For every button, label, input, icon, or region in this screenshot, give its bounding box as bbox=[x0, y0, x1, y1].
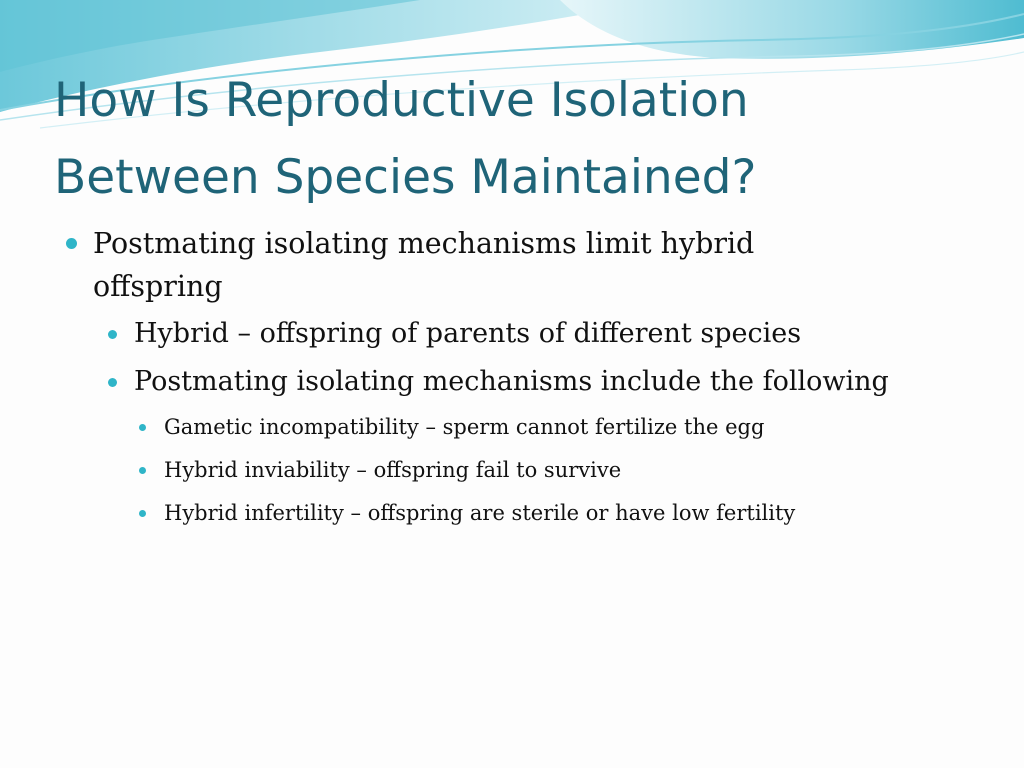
list-item bbox=[164, 492, 1004, 535]
bullet-text: Gametic incompatibility – sperm cannot fertilize the egg bbox=[164, 415, 765, 439]
bullet-icon bbox=[108, 330, 117, 339]
list-item bbox=[134, 358, 1004, 406]
bullet-text: Postmating isolating mechanisms include the following bbox=[134, 366, 889, 397]
bullet-icon bbox=[139, 510, 146, 517]
list-item bbox=[164, 406, 1004, 449]
bullet-text: Postmating isolating mechanisms limit hybrid offspring bbox=[93, 227, 755, 303]
sub-sub-bullet-list bbox=[0, 406, 1024, 535]
title-line-1: How Is Reproductive Isolation bbox=[54, 73, 749, 128]
slide-body bbox=[0, 222, 1024, 535]
bullet-icon bbox=[139, 424, 146, 431]
bullet-icon bbox=[66, 238, 77, 249]
page-title bbox=[54, 62, 994, 216]
list-item bbox=[134, 310, 1004, 358]
list-item bbox=[93, 222, 873, 308]
sub-bullet-list bbox=[0, 310, 1024, 406]
title-line-2: Between Species Maintained? bbox=[54, 150, 757, 205]
bullet-icon bbox=[108, 378, 117, 387]
bullet-text: Hybrid infertility – offspring are sterile or have low fertility bbox=[164, 501, 796, 525]
wave-band-right bbox=[560, 0, 1024, 59]
bullet-list bbox=[0, 222, 1024, 308]
bullet-text: Hybrid – offspring of parents of different species bbox=[134, 318, 802, 349]
bullet-icon bbox=[139, 467, 146, 474]
list-item bbox=[164, 449, 1004, 492]
bullet-text: Hybrid inviability – offspring fail to survive bbox=[164, 458, 622, 482]
